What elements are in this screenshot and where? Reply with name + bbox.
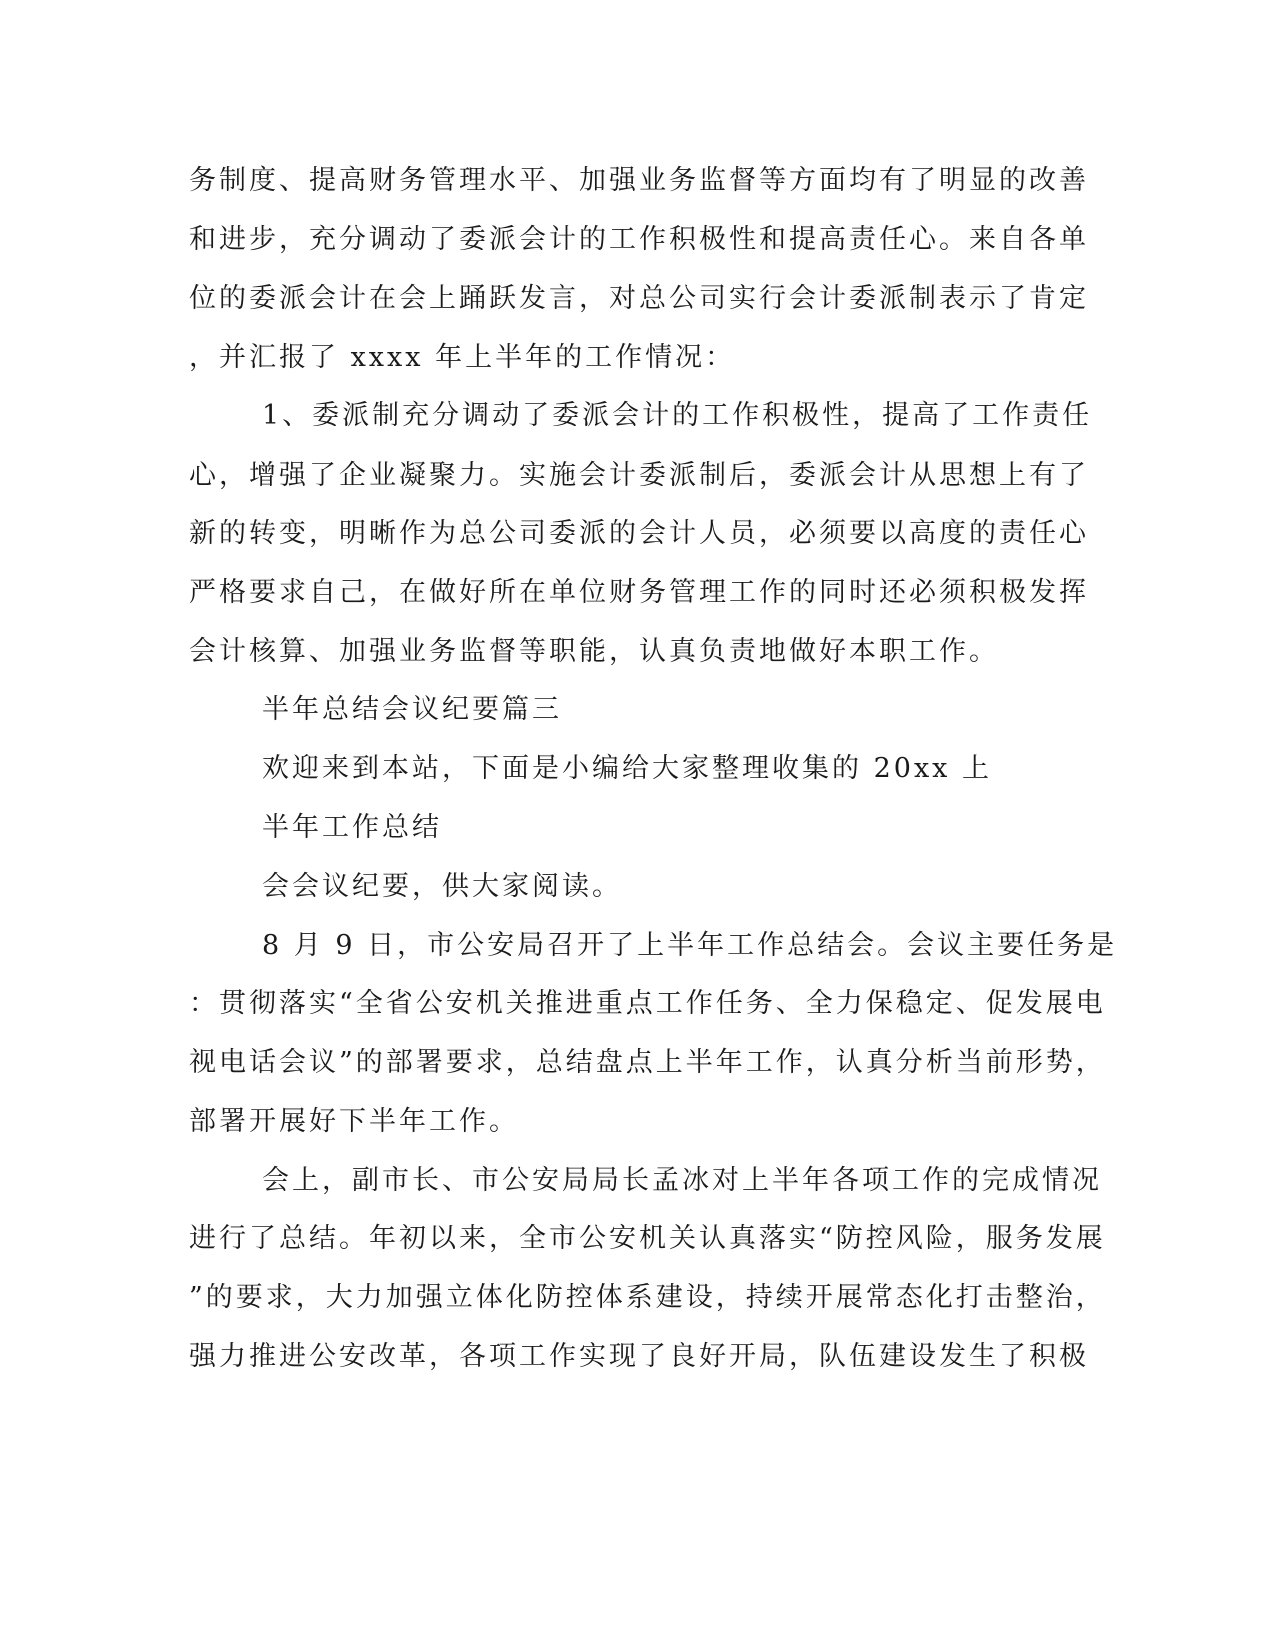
text-line: ：贯彻落实“全省公安机关推进重点工作任务、全力保稳定、促发展电 (189, 988, 1106, 1019)
text-line: 会会议纪要，供大家阅读。 (262, 871, 622, 902)
text-line: 位的委派会计在会上踊跃发言，对总公司实行会计委派制表示了肯定 (189, 283, 1089, 314)
text-line: ”的要求，大力加强立体化防控体系建设，持续开展常态化打击整治， (189, 1282, 1106, 1313)
text-line: 8 月 9 日，市公安局召开了上半年工作总结会。会议主要任务是 (262, 930, 1118, 961)
text-line: 半年工作总结 (262, 812, 442, 843)
text-line: 进行了总结。年初以来，全市公安机关认真落实“防控风险，服务发展 (189, 1223, 1106, 1254)
section-heading: 半年总结会议纪要篇三 (262, 694, 562, 725)
text-line: 1、委派制充分调动了委派会计的工作积极性，提高了工作责任 (262, 400, 1093, 431)
text-line: 和进步，充分调动了委派会计的工作积极性和提高责任心。来自各单 (189, 224, 1089, 255)
text-line: 新的转变，明晰作为总公司委派的会计人员，必须要以高度的责任心 (189, 518, 1089, 549)
text-line: 严格要求自己，在做好所在单位财务管理工作的同时还必须积极发挥 (189, 577, 1089, 608)
text-line: 部署开展好下半年工作。 (189, 1106, 519, 1137)
text-line: ，并汇报了 xxxx 年上半年的工作情况： (189, 342, 736, 373)
text-line: 欢迎来到本站，下面是小编给大家整理收集的 20xx 上 (262, 753, 992, 784)
text-line: 强力推进公安改革，各项工作实现了良好开局，队伍建设发生了积极 (189, 1341, 1089, 1372)
text-line: 会上，副市长、市公安局局长孟冰对上半年各项工作的完成情况 (262, 1165, 1102, 1196)
text-line: 视电话会议”的部署要求，总结盘点上半年工作，认真分析当前形势， (189, 1047, 1106, 1078)
text-line: 务制度、提高财务管理水平、加强业务监督等方面均有了明显的改善 (189, 165, 1089, 196)
text-line: 心，增强了企业凝聚力。实施会计委派制后，委派会计从思想上有了 (189, 460, 1089, 491)
text-line: 会计核算、加强业务监督等职能，认真负责地做好本职工作。 (189, 636, 999, 667)
